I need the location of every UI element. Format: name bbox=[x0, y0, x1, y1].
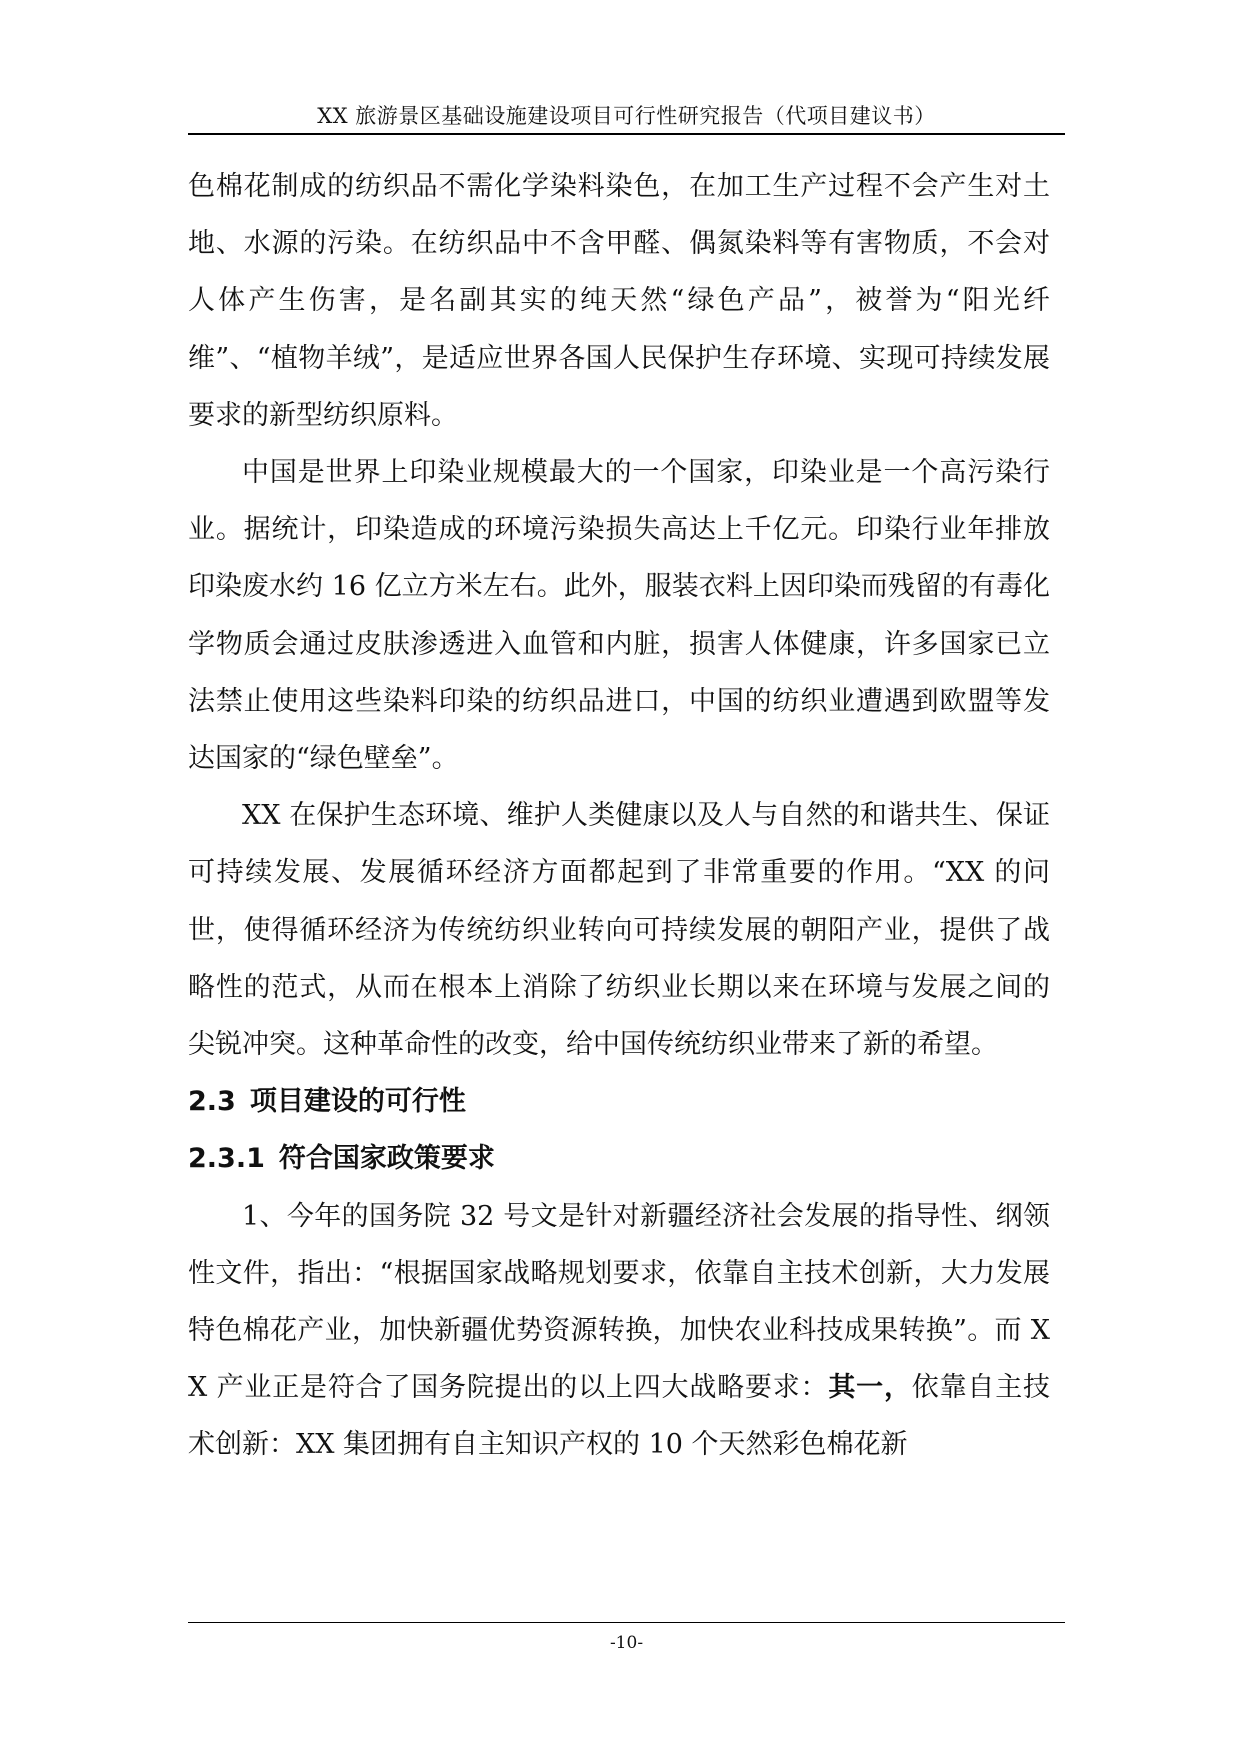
paragraph-4-bold-text: 其一， bbox=[828, 1372, 912, 1404]
page-number: -10- bbox=[609, 1633, 644, 1653]
header-divider bbox=[188, 133, 1065, 135]
paragraph-4 bbox=[188, 1188, 1050, 1474]
paragraph-2: 中国是世界上印染业规模最大的一个国家，印染业是一个高污染行业。据统计，印染造成的环境污染损失高达上千亿元。印染行业年排放印染废水约 16 亿立方米左右。此外，服装衣料上因印染而残留的有毒化学物质会通过皮肤渗透进入血管和内脏，损害人体健康，许多国家已立法禁止使用这些染料印染的纺织品进口，中国的纺织业遭遇到欧盟等发达国家的“绿色壁垒”。 bbox=[188, 457, 1050, 775]
document-body bbox=[188, 158, 1050, 1474]
paragraph-4-text-a: 1、今年的国务院 32 号文是针对新疆经济社会发展的指导性、纲领性文件，指出：“根据国家战略规划要求，依靠自主技术创新，大力发展特色棉花产业，加快新疆优势资源转换，加快农业科技成果转换”。而 XX 产业正是符合了国务院提出的以上四大战略要求： bbox=[188, 1200, 1050, 1404]
paragraph-1: 色棉花制成的纺织品不需化学染料染色，在加工生产过程不会产生对土地、水源的污染。在纺织品中不含甲醛、偶氮染料等有害物质，不会对人体产生伤害，是名副其实的纯天然“绿色产品”，被誉为“阳光纤维”、“植物羊绒”，是适应世界各国人民保护生存环境、实现可持续发展要求的新型纺织原料。 bbox=[188, 171, 1050, 431]
page-header-title: XX 旅游景区基础设施建设项目可行性研究报告（代项目建议书） bbox=[317, 104, 936, 128]
section-number: 2.3 bbox=[188, 1086, 236, 1118]
subsection-number: 2.3.1 bbox=[188, 1143, 265, 1175]
subsection-title: 符合国家政策要求 bbox=[278, 1143, 495, 1175]
section-heading-2-3-1 bbox=[188, 1130, 1050, 1187]
footer-divider bbox=[188, 1622, 1065, 1623]
paragraph-4-text-b: 依靠自主技术创新：XX 集团拥有自主知识产权的 10 个天然彩色棉花新 bbox=[188, 1372, 1051, 1461]
section-title: 项目建设的可行性 bbox=[249, 1086, 466, 1118]
section-heading-2-3 bbox=[188, 1073, 1050, 1130]
paragraph-3: XX 在保护生态环境、维护人类健康以及人与自然的和谐共生、保证可持续发展、发展循环经济方面都起到了非常重要的作用。“XX 的问世，使得循环经济为传统纺织业转向可持续发展的朝阳产业，提供了战略性的范式，从而在根本上消除了纺织业长期以来在环境与发展之间的尖锐冲突。这种革命性的改变，给中国传统纺织业带来了新的希望。 bbox=[188, 800, 1050, 1061]
